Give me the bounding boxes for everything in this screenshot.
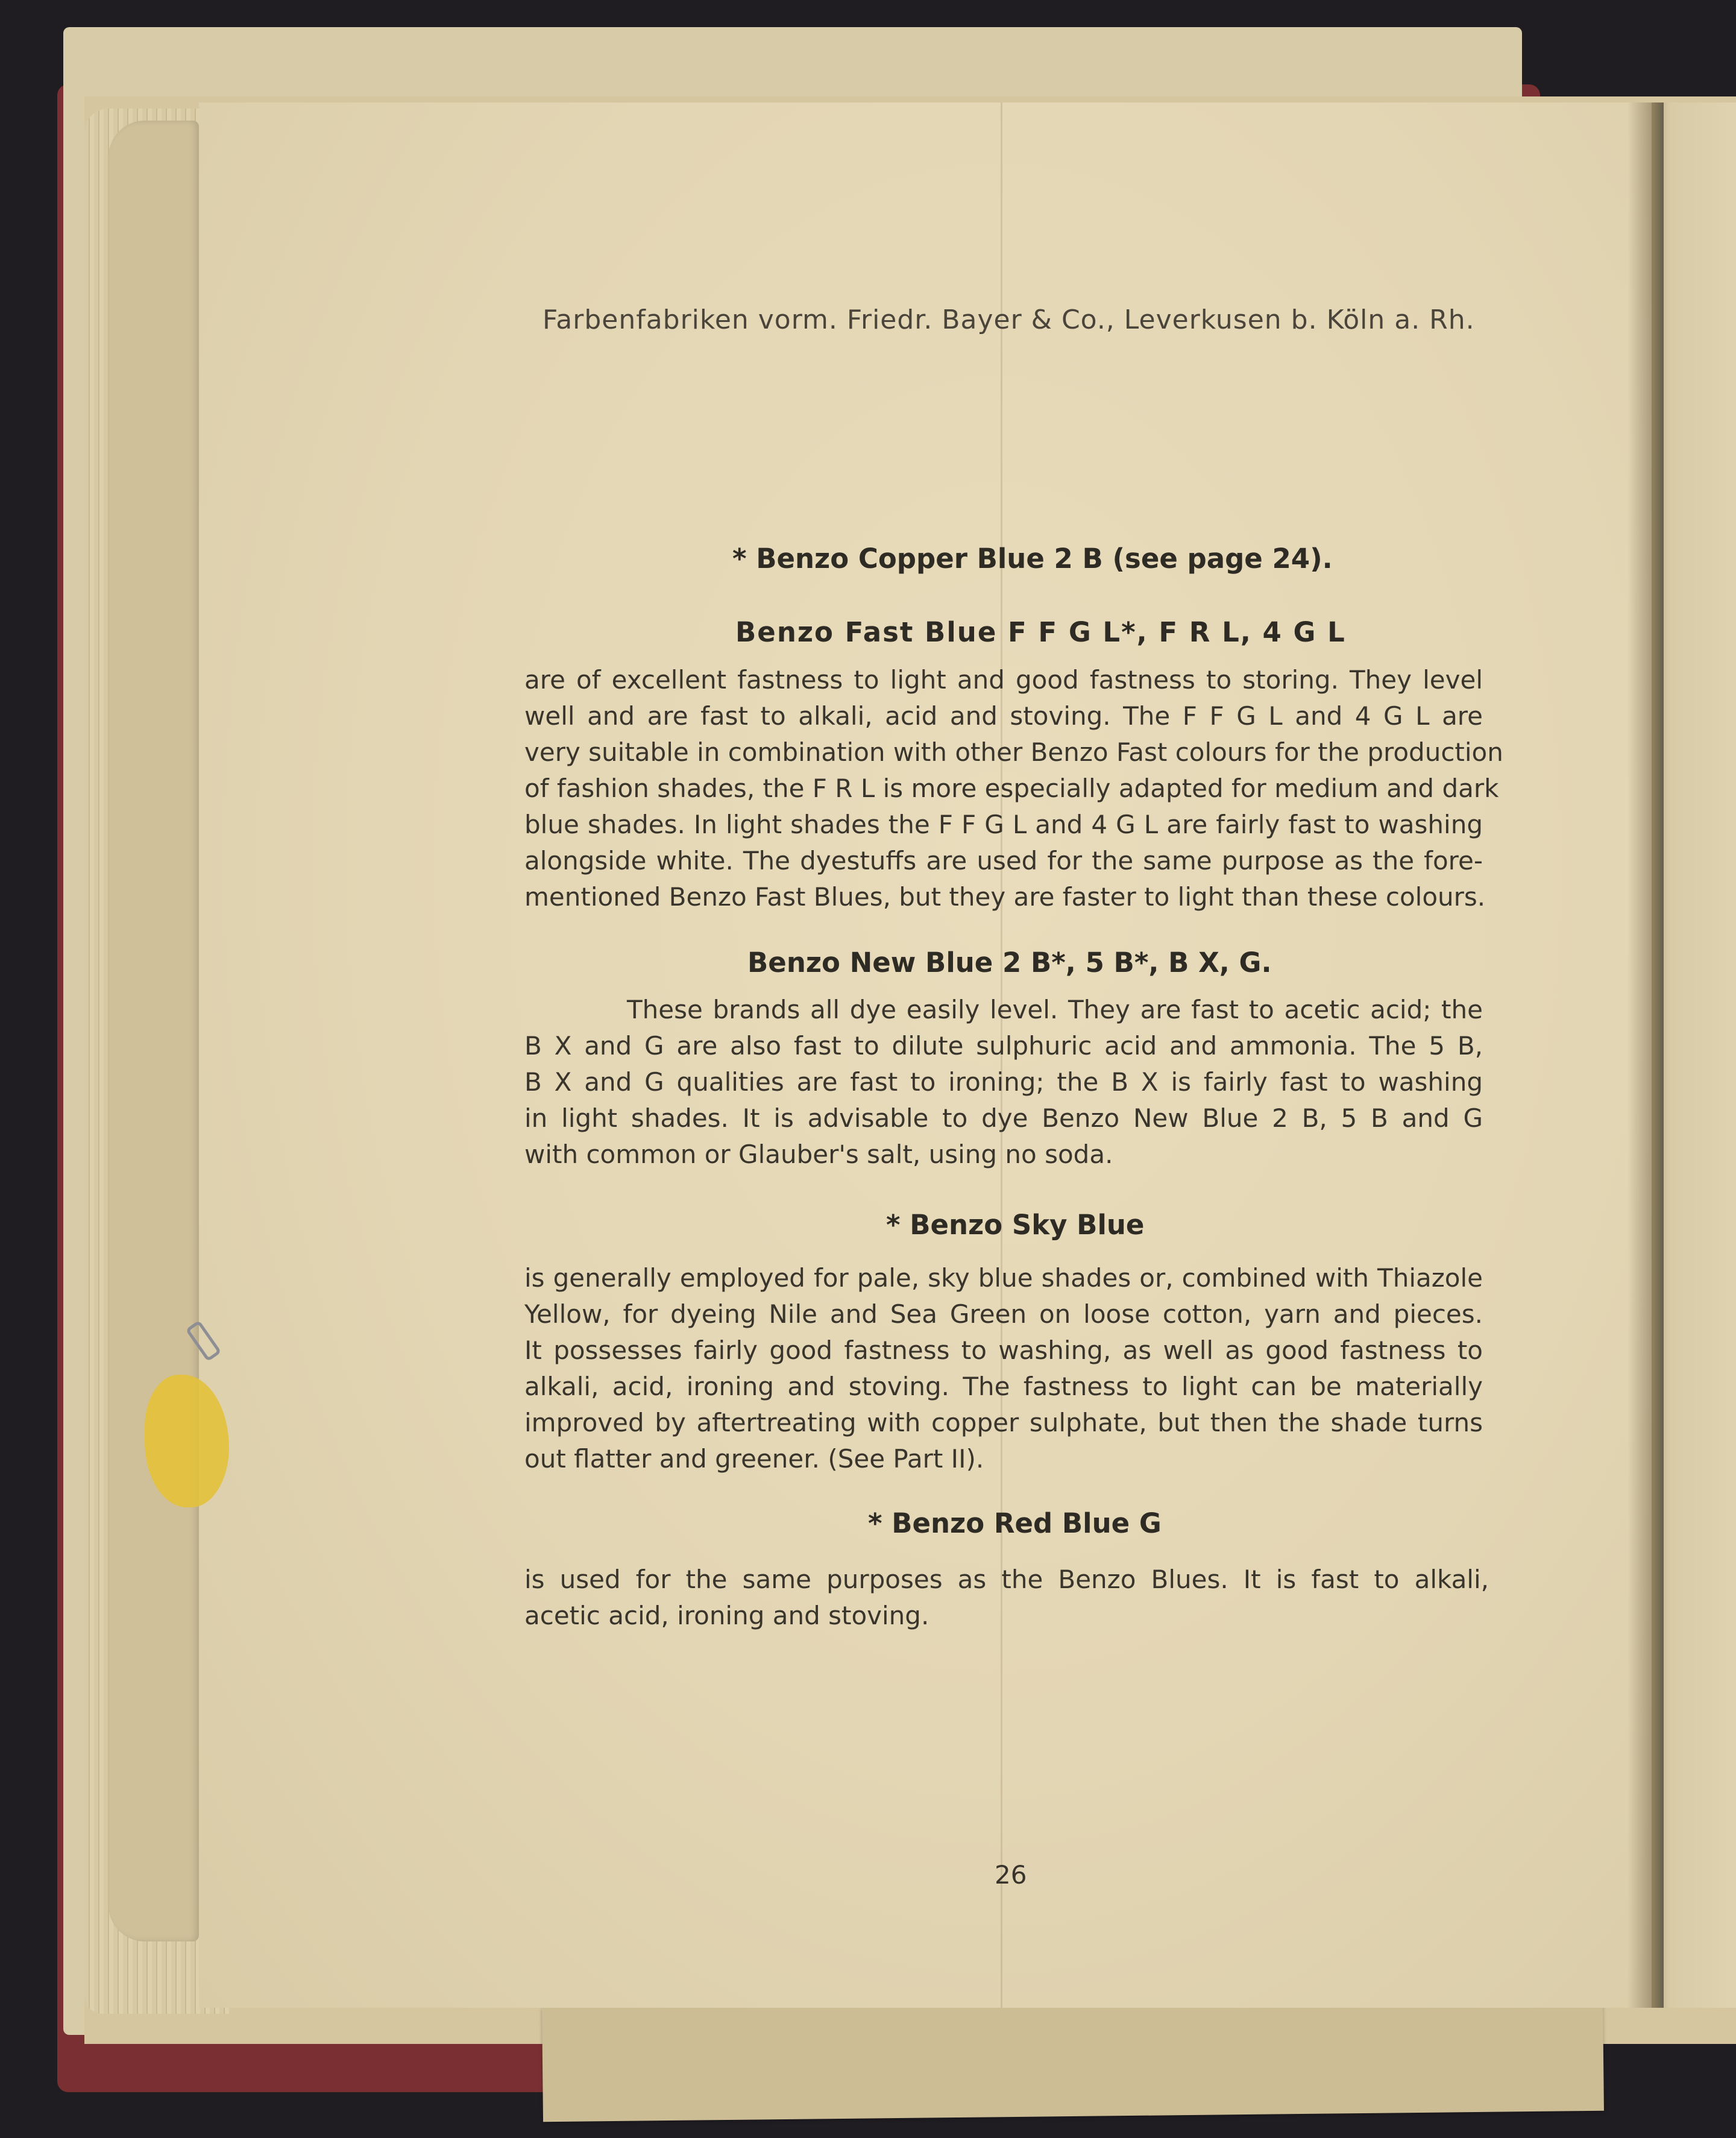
text-line: It possesses fairly good fastness to washing, as well as good fastness to <box>524 1335 1483 1365</box>
text-line: B X and G qualities are fast to ironing; the B X is fairly fast to washing <box>524 1067 1483 1097</box>
text-line: B X and G are also fast to dilute sulphuric acid and ammonia. The 5 B, <box>524 1031 1483 1061</box>
text-line: very suitable in combination with other Benzo Fast colours for the production <box>524 737 1503 767</box>
text-line: out flatter and greener. (See Part II). <box>524 1444 984 1474</box>
text-line: These brands all dye easily level. They are fast to acetic acid; the <box>627 995 1483 1024</box>
section-heading: * Benzo Red Blue G <box>868 1507 1162 1539</box>
text-line: are of excellent fastness to light and good fastness to storing. They level <box>524 665 1483 695</box>
text-line: is generally employed for pale, sky blue shades or, combined with Thiazole <box>524 1263 1483 1293</box>
text-line: improved by aftertreating with copper sulphate, but then the shade turns <box>524 1408 1483 1437</box>
page-number: 26 <box>995 1860 1027 1890</box>
spine-shadow <box>1628 102 1664 2008</box>
section-heading: Benzo Fast Blue F F G L*, F R L, 4 G L <box>735 616 1346 648</box>
section-body <box>524 992 1483 1173</box>
text-line: alongside white. The dyestuffs are used for the same purpose as the fore- <box>524 846 1483 875</box>
text-line: in light shades. It is advisable to dye Benzo New Blue 2 B, 5 B and G <box>524 1103 1483 1133</box>
text-line: is used for the same purposes as the Benzo Blues. It is fast to alkali, <box>524 1565 1489 1594</box>
section-body <box>524 1562 1489 1634</box>
section-heading: * Benzo Copper Blue 2 B (see page 24). <box>732 543 1333 575</box>
text-line: alkali, acid, ironing and stoving. The fastness to light can be materially <box>524 1372 1483 1401</box>
torn-binding-edge <box>108 121 199 1941</box>
facing-page-edge <box>1652 102 1736 2008</box>
text-line: Yellow, for dyeing Nile and Sea Green on loose cotton, yarn and pieces. <box>524 1299 1483 1329</box>
page-header: Farbenfabriken vorm. Friedr. Bayer & Co., Leverkusen b. Köln a. Rh. <box>542 304 1475 335</box>
section-heading: * Benzo Sky Blue <box>886 1209 1145 1241</box>
section-body <box>524 1260 1483 1477</box>
text-line: with common or Glauber's salt, using no soda. <box>524 1140 1113 1169</box>
bottom-flap <box>542 1996 1604 2122</box>
section-heading: Benzo New Blue 2 B*, 5 B*, B X, G. <box>747 947 1272 979</box>
text-line: well and are fast to alkali, acid and stoving. The F F G L and 4 G L are <box>524 701 1483 731</box>
text-line: mentioned Benzo Fast Blues, but they are faster to light than these colours. <box>524 882 1486 912</box>
text-line: blue shades. In light shades the F F G L and 4 G L are fairly fast to washing <box>524 810 1483 839</box>
text-line: acetic acid, ironing and stoving. <box>524 1601 929 1630</box>
section-body <box>524 662 1503 915</box>
text-line: of fashion shades, the F R L is more especially adapted for medium and dark <box>524 774 1499 803</box>
